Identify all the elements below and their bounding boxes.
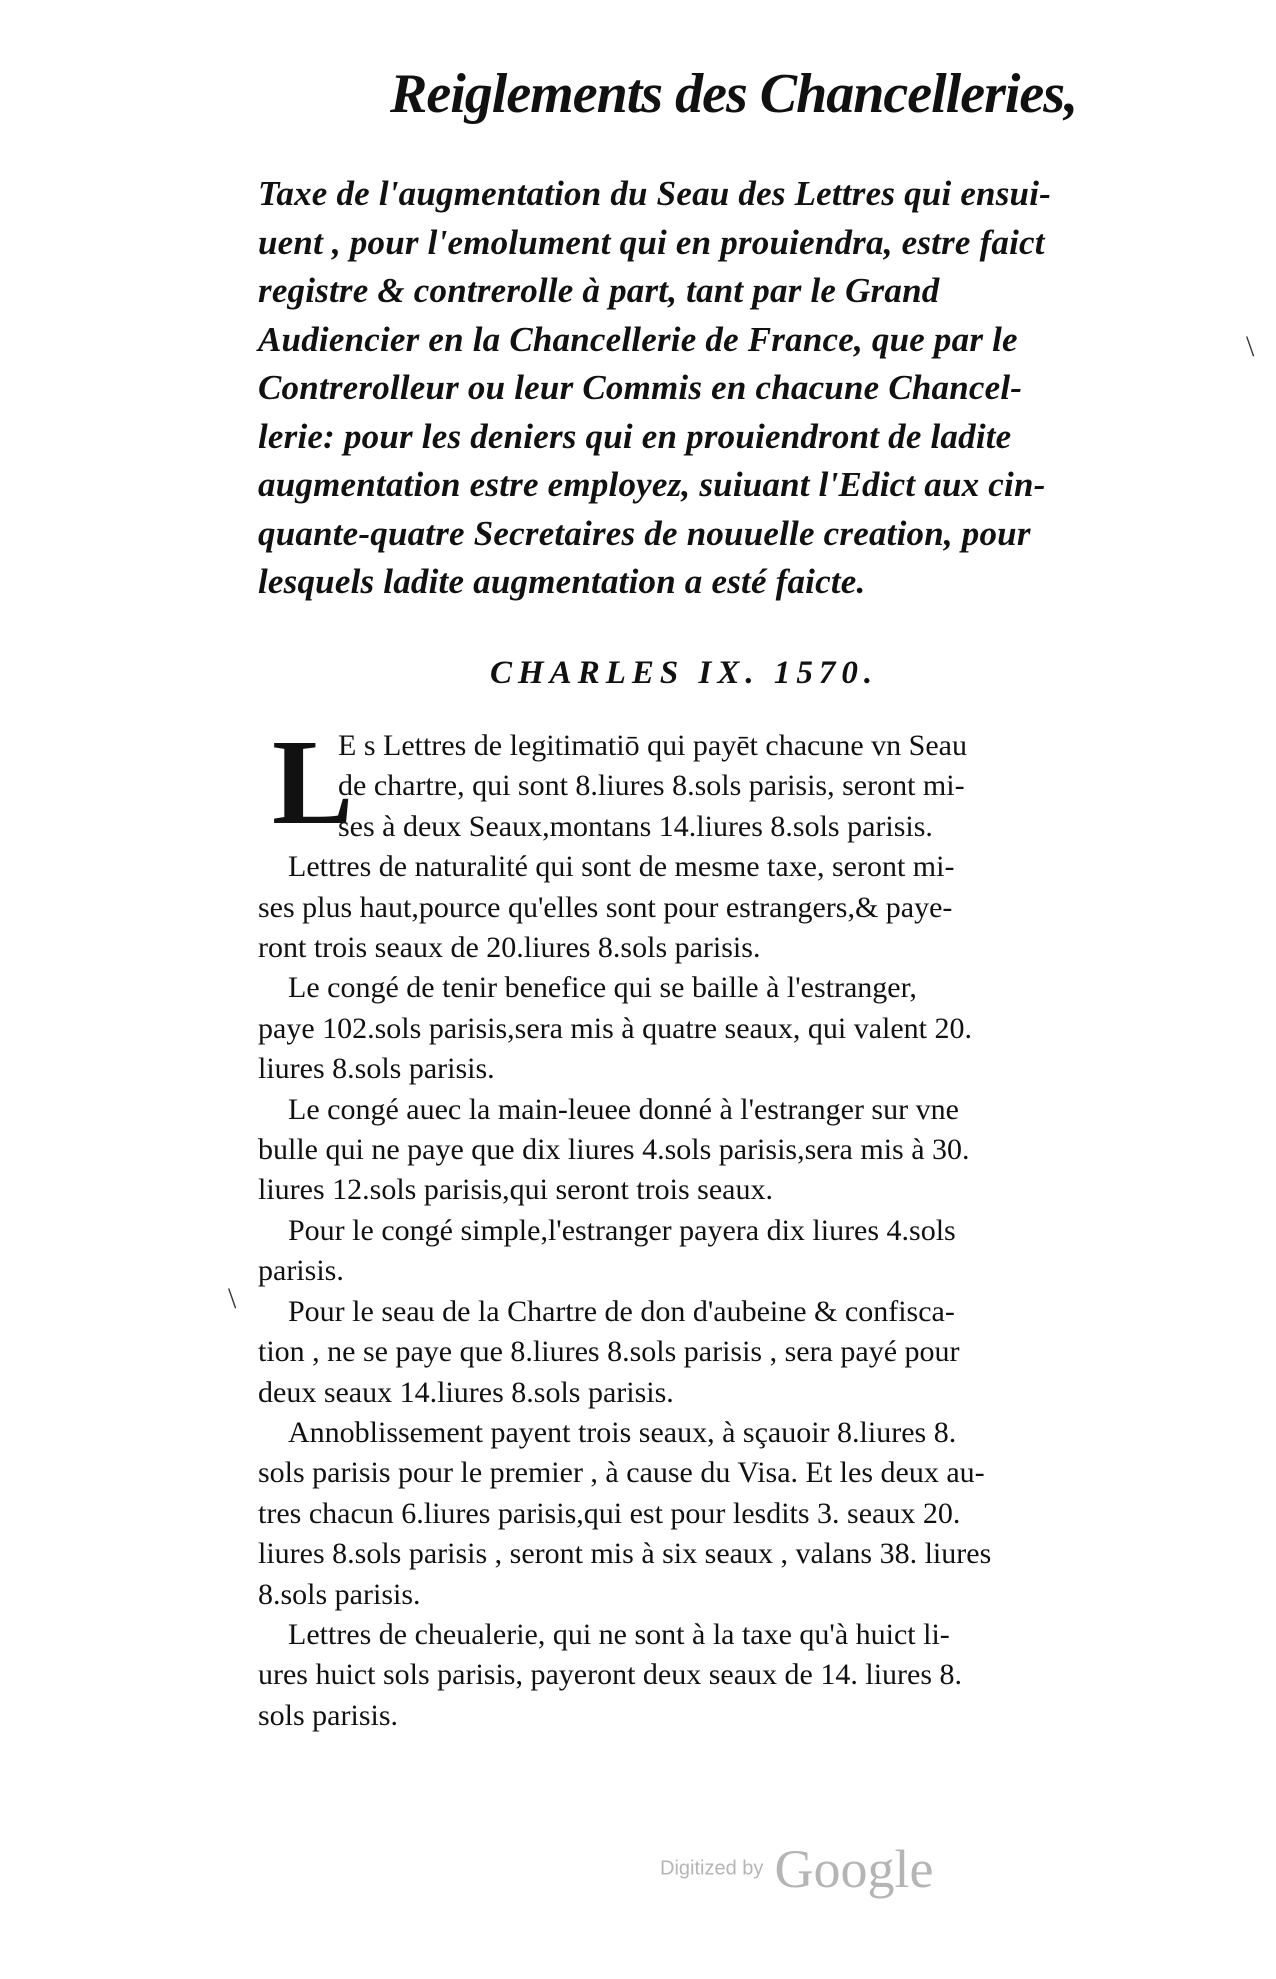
rubric-line: lesquels ladite augmentation a esté faicte. [258, 562, 866, 601]
running-title: Reiglements des Chancelleries, [390, 63, 1078, 125]
paragraph-naturalite [258, 847, 1128, 968]
text-line: Le congé de tenir benefice qui se baille à l'estranger, [288, 971, 917, 1005]
rubric-line: quante-quatre Secretaires de nouuelle creation, pour [258, 513, 1031, 553]
text-line: 8.sols parisis. [258, 1577, 421, 1611]
watermark-prefix: Digitized by [660, 1857, 764, 1880]
paragraph-conge-benefice [258, 968, 1128, 1089]
text-line: sols parisis pour le premier , à cause du Visa. Et les deux au- [258, 1456, 985, 1490]
text-line: liures 8.sols parisis. [258, 1052, 495, 1086]
text-line: tres chacun 6.liures parisis,qui est pour lesdits 3. seaux 20. [258, 1496, 961, 1530]
margin-mark: \ [228, 1282, 237, 1315]
rubric-italic [258, 170, 1118, 607]
text-line: Pour le seau de la Chartre de don d'aubeine & confisca- [288, 1294, 955, 1328]
body-text [258, 715, 1128, 1736]
text-line: parisis. [258, 1254, 344, 1288]
text-line: ures huict sols parisis, payeront deux seaux de 14. liures 8. [258, 1658, 963, 1692]
drop-cap: L [272, 715, 354, 850]
paragraph-aubeine [258, 1292, 1128, 1413]
text-line: ses plus haut,pource qu'elles sont pour estrangers,& paye- [258, 890, 953, 924]
rubric-line: Audiencier en la Chancellerie de France, que par le [258, 319, 1018, 359]
text-line: de chartre, qui sont 8.liures 8.sols parisis, seront mi- [338, 769, 965, 803]
rubric-line: Taxe de l'augmentation du Seau des Lettres qui ensui- [258, 174, 1051, 213]
digitized-watermark [660, 1838, 933, 1900]
text-line: Le congé auec la main-leuee donné à l'estranger sur vne [288, 1092, 959, 1126]
paragraph-cheualerie [258, 1615, 1128, 1736]
text-line: ront trois seaux de 20.liures 8.sols parisis. [258, 931, 761, 965]
rubric-line: augmentation estre employez, suiuant l'Edict aux cin- [258, 465, 1046, 504]
text-line: ses à deux Seaux,montans 14.liures 8.sols parisis. [338, 809, 933, 843]
rubric-line: registre & contrerolle à part, tant par le Grand [258, 271, 940, 310]
text-line: E s Lettres de legitimatiō qui payēt chacune vn Seau [338, 729, 967, 762]
paragraph-annoblissement [258, 1413, 1128, 1615]
text-line: liures 12.sols parisis,qui seront trois seaux. [258, 1173, 773, 1207]
text-line: sols parisis. [258, 1698, 399, 1732]
text-line: Lettres de cheualerie, qui ne sont à la taxe qu'à huict li- [288, 1617, 950, 1651]
rubric-line: uent , pour l'emolument qui en prouiendra, estre faict [258, 222, 1045, 262]
text-line: liures 8.sols parisis , seront mis à six seaux , valans 38. liures [258, 1537, 992, 1571]
text-line: tion , ne se paye que 8.liures 8.sols parisis , sera payé pour [258, 1335, 960, 1369]
text-line: paye 102.sols parisis,sera mis à quatre seaux, qui valent 20. [258, 1011, 972, 1045]
text-line: bulle qui ne paye que dix liures 4.sols parisis,sera mis à 30. [258, 1133, 970, 1167]
paragraph-conge-main-leuee [258, 1090, 1128, 1211]
watermark-brand-logo: Google [774, 1839, 934, 1899]
text-line: Lettres de naturalité qui sont de mesme taxe, seront mi- [288, 850, 955, 884]
text-line: deux seaux 14.liures 8.sols parisis. [258, 1375, 674, 1409]
rubric-line: Contrerolleur ou leur Commis en chacune Chancel- [258, 368, 1023, 407]
reign-heading: CHARLES IX. 1570. [490, 655, 879, 691]
text-line: Pour le congé simple,l'estranger payera dix liures 4.sols [288, 1213, 956, 1247]
first-paragraph [258, 715, 1128, 850]
text-line: Annoblissement payent trois seaux, à sçauoir 8.liures 8. [288, 1415, 957, 1449]
paragraph-conge-simple [258, 1211, 1128, 1292]
margin-mark: \ [1246, 330, 1255, 363]
rubric-line: lerie: pour les deniers qui en prouiendront de ladite [258, 416, 1012, 456]
